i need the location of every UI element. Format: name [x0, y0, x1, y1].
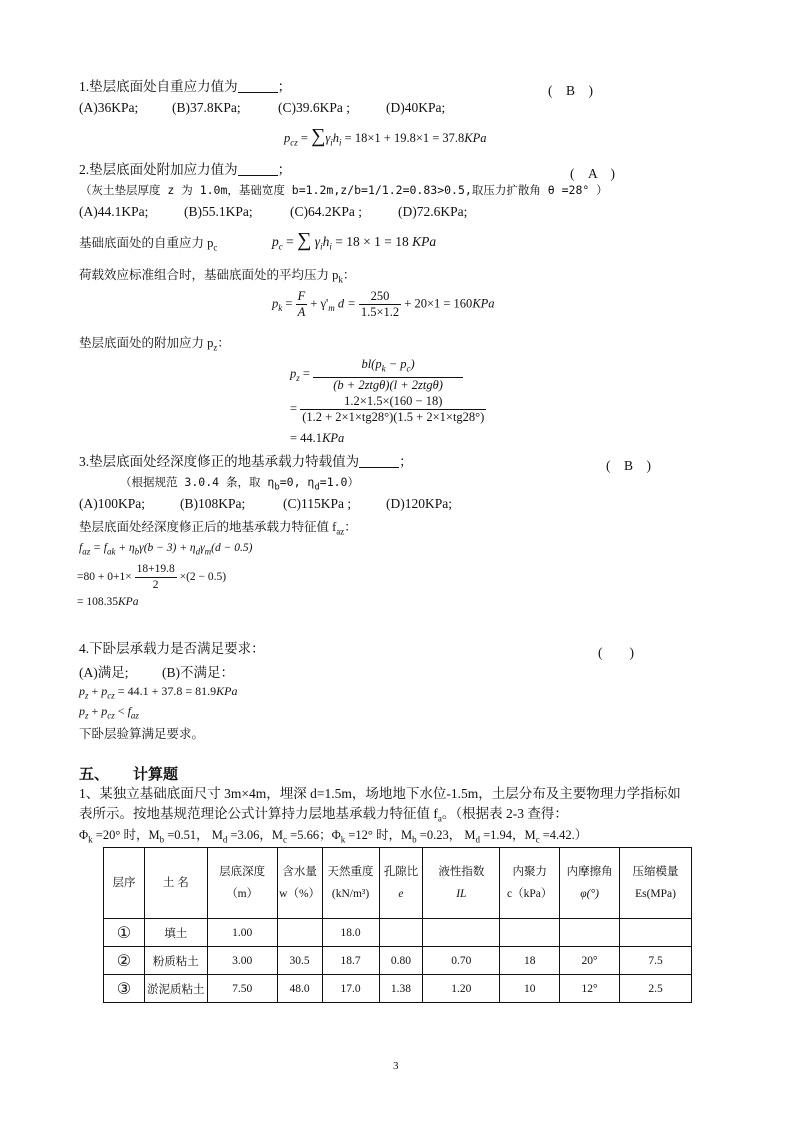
section5-number: 五、	[79, 765, 110, 783]
q3-option-b: (B)108KPa;	[180, 496, 246, 511]
table-row	[104, 919, 692, 947]
q1-option-a: (A)36KPa;	[79, 100, 139, 115]
q2-option-b: (B)55.1KPa;	[184, 204, 253, 219]
q4-conclusion: 下卧层验算满足要求。	[79, 727, 205, 741]
header-cell: 天然重度 (kN/m³)	[322, 848, 379, 919]
q4-option-b: (B)不满足：	[162, 665, 234, 680]
table-cell: 20°	[560, 947, 620, 975]
table-cell: 0.80	[379, 947, 423, 975]
header-cell: 土 名	[144, 848, 207, 919]
q2-note: （灰土垫层厚度 z 为 1.0m，基础宽度 b=1.2m,z/b=1/1.2=0.83>0.5,取压力扩散角 θ =28° ）	[80, 183, 608, 197]
header-cell: 含水量 w（%）	[277, 848, 322, 919]
q1-answer: ( B )	[548, 83, 593, 98]
q1-option-d: (D)40KPa;	[386, 100, 446, 115]
q2-option-a: (A)44.1KPa;	[79, 204, 149, 219]
table-cell: 0.70	[423, 947, 500, 975]
table-cell: 1.20	[423, 975, 500, 1003]
q2-pc-label: 基础底面处的自重应力 $p_c$	[79, 236, 218, 253]
table-cell: ②	[104, 947, 145, 975]
header-cell: 内聚力 c（kPa）	[500, 848, 560, 919]
q4-question: 4.下卧层承载力是否满足要求：	[79, 641, 265, 656]
section5-title: 计算题	[133, 765, 179, 783]
q2-answer: ( A )	[570, 166, 615, 181]
table-cell	[560, 919, 620, 947]
table-cell: 7.5	[620, 947, 692, 975]
q2-pc-formula: $p_c$ = ∑ $\gamma_ih_i = 18 \times 1 = 18$ KPa	[272, 229, 437, 252]
table-cell: 30.5	[277, 947, 322, 975]
header-cell: 层序	[104, 848, 145, 919]
table-cell: 淤泥质粘土	[144, 975, 207, 1003]
q1-option-c: (C)39.6KPa ;	[278, 100, 350, 115]
q2-option-d: (D)72.6KPa;	[398, 204, 468, 219]
q3-formula-1: $f_{az} = f_{ak} + \eta_b\gamma(b - 3) + \eta_d\gamma_m(d - 0.5)$	[79, 542, 253, 557]
table-row	[104, 947, 692, 975]
q1-blank	[238, 80, 278, 93]
q4-answer: ( )	[598, 645, 634, 660]
table-cell	[620, 919, 692, 947]
q1-question: 1.垫层底面处自重应力值为 ；	[79, 79, 292, 94]
table-cell: 1.00	[207, 919, 277, 947]
table-cell: 18.0	[322, 919, 379, 947]
q1-option-b: (B)37.8KPa;	[172, 100, 241, 115]
q4-option-a: (A)满足;	[79, 665, 129, 680]
q3-formula-3: = 108.35KPa	[77, 596, 139, 608]
table-row	[104, 975, 692, 1003]
table-cell: 7.50	[207, 975, 277, 1003]
table-cell: ③	[104, 975, 145, 1003]
table-cell: 18	[500, 947, 560, 975]
q2-blank	[238, 163, 278, 176]
q3-blank	[359, 455, 399, 468]
q2-pk-formula: $p_k$ = $\frac{F}{A}$ + $\gamma'_m$ d = $\frac{250}{1.5\times 1.2}$ + 20×1 = 160KPa	[272, 289, 495, 319]
q3-faz-label: 垫层底面处经深度修正后的地基承载力特征值 $f_{az}$：	[79, 520, 357, 537]
q2-pk-label: 荷载效应标准组合时，基础底面处的平均压力 $p_k$：	[79, 268, 356, 285]
table-header-row	[104, 848, 692, 919]
section5-para-1: 1、某独立基础底面尺寸 3m×4m，埋深 d=1.5m，场地地下水位-1.5m，土层分布及主要物理力学指标如	[79, 786, 681, 801]
section5-para-3: $\Phi_k =20^\circ$ 时，$M_b =0.51$， $M_d =3.06$，$M_c =5.66$；$\Phi_k =12^\circ$ 时，$M_b =0.23$， $M_d =1.94$，$M_c =4.42$.）	[79, 828, 588, 845]
table-cell: 3.00	[207, 947, 277, 975]
q3-note: （根据规范 3.0.4 条，取 $\eta_b=0$, $\eta_d=1.0$）	[120, 475, 359, 493]
q4-formula-1: $p_z + p_{cz} = 44.1 + 37.8 = 81.9KPa$	[79, 684, 238, 701]
q3-answer: ( B )	[606, 458, 651, 473]
q3-option-c: (C)115KPa ;	[283, 496, 352, 511]
table-cell: 2.5	[620, 975, 692, 1003]
table-cell	[379, 919, 423, 947]
header-cell: 孔隙比 e	[379, 848, 423, 919]
table-cell: 17.0	[322, 975, 379, 1003]
q2-pz-formula-1: $p_z$ = $\frac{bl(p_k - p_c)}{\text{(b + 2ztgθ)(l + 2ztgθ)}}$	[290, 357, 463, 393]
table-cell: ①	[104, 919, 145, 947]
page-number: 3	[393, 1060, 399, 1072]
q3-option-a: (A)100KPa;	[79, 496, 145, 511]
table-cell: 12°	[560, 975, 620, 1003]
q2-pz-label: 垫层底面处的附加应力 $p_z$：	[79, 336, 230, 353]
table-cell: 1.38	[379, 975, 423, 1003]
soil-table	[103, 847, 692, 1003]
q4-formula-2: $p_z + p_{cz} < f_{az}$	[79, 704, 139, 721]
header-cell: 压缩模量 Es(MPa)	[620, 848, 692, 919]
section5-para-2: 表所示。按地基规范理论公式计算持力层地基承载力特征值 $f_a$。（根据表 2-3 查得：	[79, 806, 568, 824]
table-cell	[423, 919, 500, 947]
header-cell: 层底深度 （m）	[207, 848, 277, 919]
q1-formula: $p_{cz} = \sum\gamma_ih_i = 18\times 1 + 19.8\times 1 = 37.8KPa$	[284, 125, 487, 148]
q2-option-c: (C)64.2KPa ;	[290, 204, 362, 219]
table-cell: 18.7	[322, 947, 379, 975]
table-cell: 粉质粘土	[144, 947, 207, 975]
q2-pz-result: = 44.1KPa	[290, 431, 345, 445]
table-cell: 填土	[144, 919, 207, 947]
table-cell	[277, 919, 322, 947]
q2-question: 2.垫层底面处附加应力值为 ；	[79, 162, 292, 177]
table-cell	[500, 919, 560, 947]
header-cell: 液性指数 IL	[423, 848, 500, 919]
table-cell: 48.0	[277, 975, 322, 1003]
header-cell: 内摩擦角 φ(°)	[560, 848, 620, 919]
q3-question: 3.垫层底面处经深度修正的地基承载力特载值为 ；	[79, 454, 413, 469]
q3-formula-2: =80 + 0+1× $\frac{18+19.8}{2}$ ×(2 − 0.5)	[77, 563, 227, 591]
q3-option-d: (D)120KPa;	[386, 496, 452, 511]
table-cell: 10	[500, 975, 560, 1003]
q2-pz-formula-2: = $\frac{1.2\times 1.5\times(160 - 18)}{(1.2 + 2\times 1\times tg28^\circ)(1.5 + 2\times 1\times tg28^\circ)}$	[290, 394, 485, 424]
